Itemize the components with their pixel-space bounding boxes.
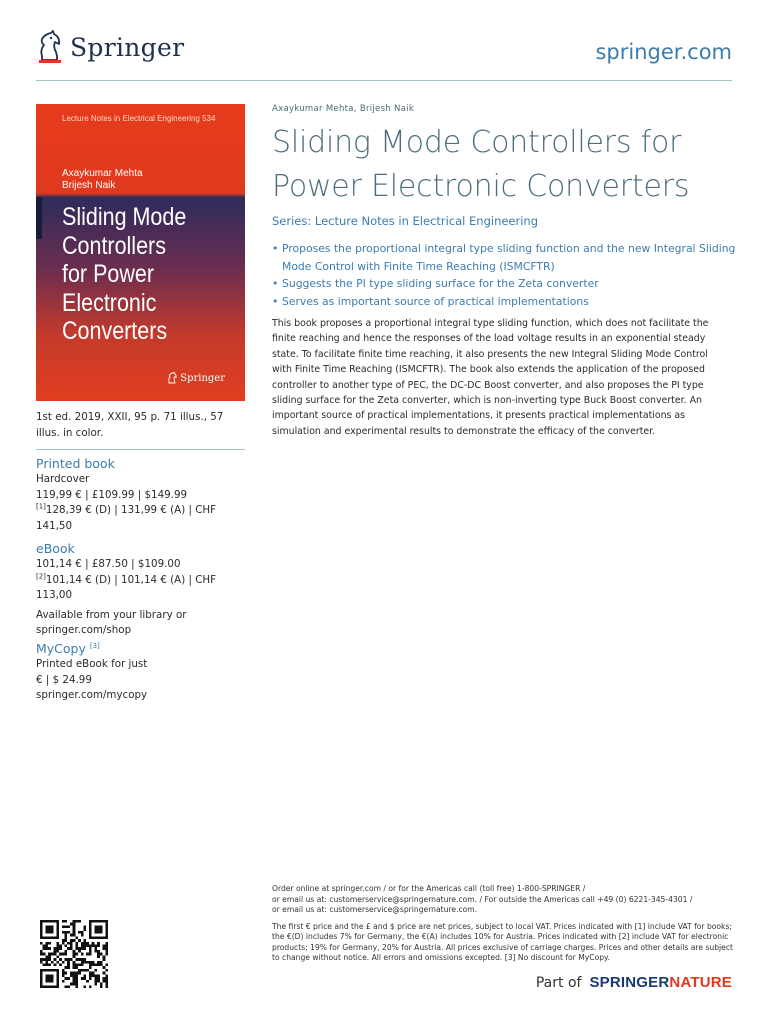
springer-nature-brand xyxy=(536,974,732,991)
knight-icon xyxy=(167,372,177,384)
feature-item: • Serves as important source of practical implementations xyxy=(272,293,742,311)
order-line: or email us at: customerservice@springernature.com. xyxy=(272,905,478,914)
cover-accent-bar xyxy=(36,197,42,239)
cover-publisher-name: Springer xyxy=(180,372,225,384)
printed-book-heading: Printed book xyxy=(36,456,115,471)
book-title-line: Sliding Mode Controllers for xyxy=(272,125,682,160)
cover-title-line: Controllers xyxy=(62,231,166,260)
ebook-heading: eBook xyxy=(36,541,75,556)
mycopy-text: Printed eBook for just xyxy=(36,658,148,670)
printed-book-price: 119,99 € | £109.99 | $149.99 xyxy=(36,488,188,501)
ebook-availability: Available from your library or springer.com/shop xyxy=(36,608,187,636)
book-series: Series: Lecture Notes in Electrical Engineering xyxy=(272,214,539,228)
springer-logo[interactable] xyxy=(36,30,184,64)
mycopy-link[interactable]: springer.com/mycopy xyxy=(36,689,148,701)
footnote-ref: [2] xyxy=(36,572,46,581)
mycopy-price: € | $ 24.99 xyxy=(36,673,92,686)
footer-text xyxy=(272,884,742,964)
qr-code[interactable] xyxy=(40,920,108,988)
ebook-local-price xyxy=(36,573,246,604)
cover-series: Lecture Notes in Electrical Engineering 534 xyxy=(62,114,216,123)
mycopy-heading xyxy=(36,641,100,656)
chess-knight-icon xyxy=(36,30,64,64)
cover-title-line: Electronic xyxy=(62,288,157,317)
cover-title-line: for Power xyxy=(62,260,155,288)
printed-book-local-price xyxy=(36,503,246,534)
cover-title xyxy=(62,203,186,346)
feature-list xyxy=(272,240,742,310)
printed-book-details xyxy=(36,472,246,534)
ebook-details xyxy=(36,557,246,639)
price-local-text: 128,39 € (D) | 131,99 € (A) | CHF 141,50 xyxy=(36,504,217,532)
book-title xyxy=(272,121,742,209)
site-link[interactable]: springer.com xyxy=(595,40,732,64)
fine-print: The first € price and the £ and $ price are net prices, subject to local VAT. Prices indicated with [1] include VAT for books; the €(D) includes 7% for Germany, the €(A) includes 10% for Austria. Prices indicated with [2] include VAT for electronic products; 19% for Germany, 20% for Austria. All prices exclusive of carriage charges. Prices and other details are subject to change without notice. All errors and omissions excepted. [3] No discount for MyCopy. xyxy=(272,921,733,962)
mycopy-label: MyCopy xyxy=(36,641,86,656)
book-description: This book proposes a proportional integral type sliding function, which does not facilitate the finite reaching and hence the responses of the load voltage results in an exponential steady state. To facilitate finite time reaching, it also presents the new Integral Sliding Mode Control with Finite Time Reaching (ISMCFTR). The book also extends the application of the proposed controller to another type of PEC, the DC-DC Boost converter, and also proposes the PI type sliding surface for the Zeta converter, which is non-inverting type Buck Boost converter. An important source of practical implementations, it presents practical implementations as simulation and experimental results to demonstrate the efficacy of the converter. xyxy=(272,318,709,437)
book-title-line: Power Electronic Converters xyxy=(272,169,690,204)
logo-wordmark: Springer xyxy=(70,32,185,62)
springer-nature-logo xyxy=(589,974,732,991)
order-line: Order online at springer.com / or for the Americas call (toll free) 1-800-SPRINGER / xyxy=(272,884,586,893)
brand-springer: SPRINGER xyxy=(589,974,670,991)
cover-authors xyxy=(62,168,143,192)
price-local-text: 101,14 € (D) | 101,14 € (A) | CHF 113,00 xyxy=(36,573,217,601)
order-line: or email us at: customerservice@springernature.com. / For outside the Americas call +49 (0) 6221-345-4301 / xyxy=(272,894,693,904)
left-divider xyxy=(36,449,245,450)
brand-nature: NATURE xyxy=(669,974,732,991)
cover-publisher xyxy=(167,372,225,384)
feature-item: • Suggests the PI type sliding surface for the Zeta converter xyxy=(272,275,742,293)
printed-book-format: Hardcover xyxy=(36,473,90,485)
ebook-price: 101,14 € | £87.50 | $109.00 xyxy=(36,558,181,570)
header-divider xyxy=(36,80,732,81)
edition-info: 1st ed. 2019, XXII, 95 p. 71 illus., 57 illus. in color. xyxy=(36,411,224,439)
book-cover xyxy=(36,104,245,401)
mycopy-details xyxy=(36,657,246,704)
footnote-ref: [1] xyxy=(36,502,46,511)
footnote-ref: [3] xyxy=(89,641,100,650)
part-of-label: Part of xyxy=(535,975,582,991)
feature-item: • Proposes the proportional integral type sliding function and the new Integral Sliding Mode Control with Finite Time Reaching (ISMCFTR) xyxy=(272,240,742,275)
cover-author: Brijesh Naik xyxy=(62,180,116,191)
cover-title-line: Sliding Mode xyxy=(62,203,187,231)
cover-author: Axaykumar Mehta xyxy=(62,168,143,179)
cover-title-line: Converters xyxy=(62,317,168,345)
book-authors: Axaykumar Mehta, Brijesh Naik xyxy=(272,104,415,114)
